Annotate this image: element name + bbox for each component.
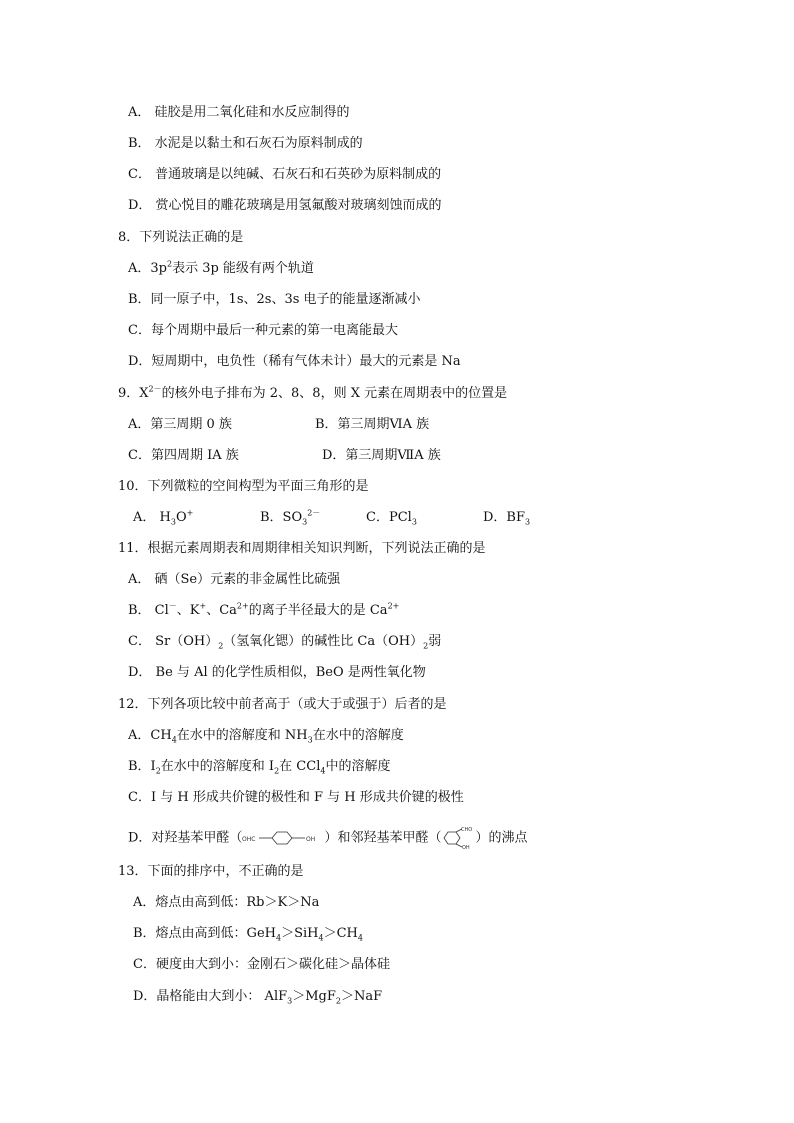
q13-option-b: B．熔点由高到低：$GeH_4>SiH_4>CH_4$ [133, 926, 363, 943]
q8-option-a: A．$3p^2$表示 3p 能级有两个轨道 [128, 259, 314, 276]
q8-option-b: B．同一原子中，1s、2s、3s 电子的能量逐渐减小 [128, 292, 421, 307]
q9-option-d: D．第三周期ⅦA 族 [322, 448, 441, 463]
q12-stem: 12．下列各项比较中前者高于（或大于或强于）后者的是 [118, 697, 447, 712]
q9-option-b: B．第三周期ⅥA 族 [315, 417, 430, 432]
q10-option-d: D．$BF_3$ [483, 510, 531, 527]
q9-option-a: A．第三周期 0 族 [128, 417, 232, 432]
q12-option-d: D．对羟基苯甲醛（ OHC OH ）和邻羟基苯甲醛（ CHO OH ）的沸点 [128, 827, 528, 850]
q7-option-c: C． 普通玻璃是以纯碱、石灰石和石英砂为原料制成的 [128, 167, 442, 182]
q11-option-d: D． Be 与 Al 的化学性质相似，BeO 是两性氧化物 [128, 665, 426, 680]
q10-stem: 10．下列微粒的空间构型为平面三角形的是 [118, 479, 369, 494]
q11-option-c: C． $Sr(OH)_2$（氢氧化锶）的碱性比 $Ca(OH)_2$弱 [128, 634, 442, 651]
q8-option-d: D．短周期中，电负性（稀有气体未计）最大的元素是 Na [128, 354, 461, 369]
mol1-left-group: OHC [242, 836, 256, 843]
q7-option-d: D． 赏心悦目的雕花玻璃是用氢氟酸对玻璃刻蚀而成的 [128, 198, 442, 213]
q7-option-a: A． 硅胶是用二氧化硅和水反应制得的 [128, 105, 350, 120]
mol1-right-group: OH [306, 836, 316, 843]
q11-option-a: A． 硒（Se）元素的非金属性比硫强 [128, 572, 341, 587]
q12-option-c: C．I 与 H 形成共价键的极性和 F 与 H 形成共价键的极性 [128, 790, 464, 805]
q11-stem: 11．根据元素周期表和周期律相关知识判断，下列说法正确的是 [118, 541, 486, 556]
q12-option-a: A．$CH_4$在水中的溶解度和 $NH_3$在水中的溶解度 [128, 728, 404, 745]
mol2-bottom-group: OH [462, 845, 471, 850]
q13-option-d: D．晶格能由大到小： AlF$_3$＞MgF$_2$＞NaF [133, 989, 383, 1006]
q12-option-b: B．$I_2$在水中的溶解度和 $I_2$在 CCl$_4$中的溶解度 [128, 759, 391, 776]
q10-option-a: A． $H_3O^+$ [133, 508, 194, 527]
q10-option-b: B．$SO_3^{2-}$ [260, 508, 321, 527]
q9-stem: 9．$X^{2-}$的核外电子排布为 2、8、8，则 X 元素在周期表中的位置是 [118, 384, 508, 401]
q10-option-c: C．PCl$_3$ [366, 510, 417, 527]
q13-option-c: C．硬度由大到小：金刚石＞碳化硅＞晶体硅 [133, 957, 390, 972]
mol2-top-group: CHO [461, 827, 473, 833]
q7-option-b: B． 水泥是以黏土和石灰石为原料制成的 [128, 136, 363, 151]
q8-stem: 8．下列说法正确的是 [118, 230, 244, 245]
q13-stem: 13．下面的排序中，不正确的是 [118, 864, 304, 879]
q13-option-a: A．熔点由高到低：Rb＞K＞Na [133, 895, 320, 910]
o-hydroxybenzaldehyde-structure [441, 826, 475, 850]
p-hydroxybenzaldehyde-structure [242, 829, 324, 847]
q11-option-b: B． Cl－、K+、$Ca^{2+}$的离子半径最大的是 $Ca^{2+}$ [128, 601, 400, 618]
q8-option-c: C．每个周期中最后一种元素的第一电离能最大 [128, 323, 398, 338]
q9-option-c: C．第四周期 IA 族 [128, 448, 239, 463]
